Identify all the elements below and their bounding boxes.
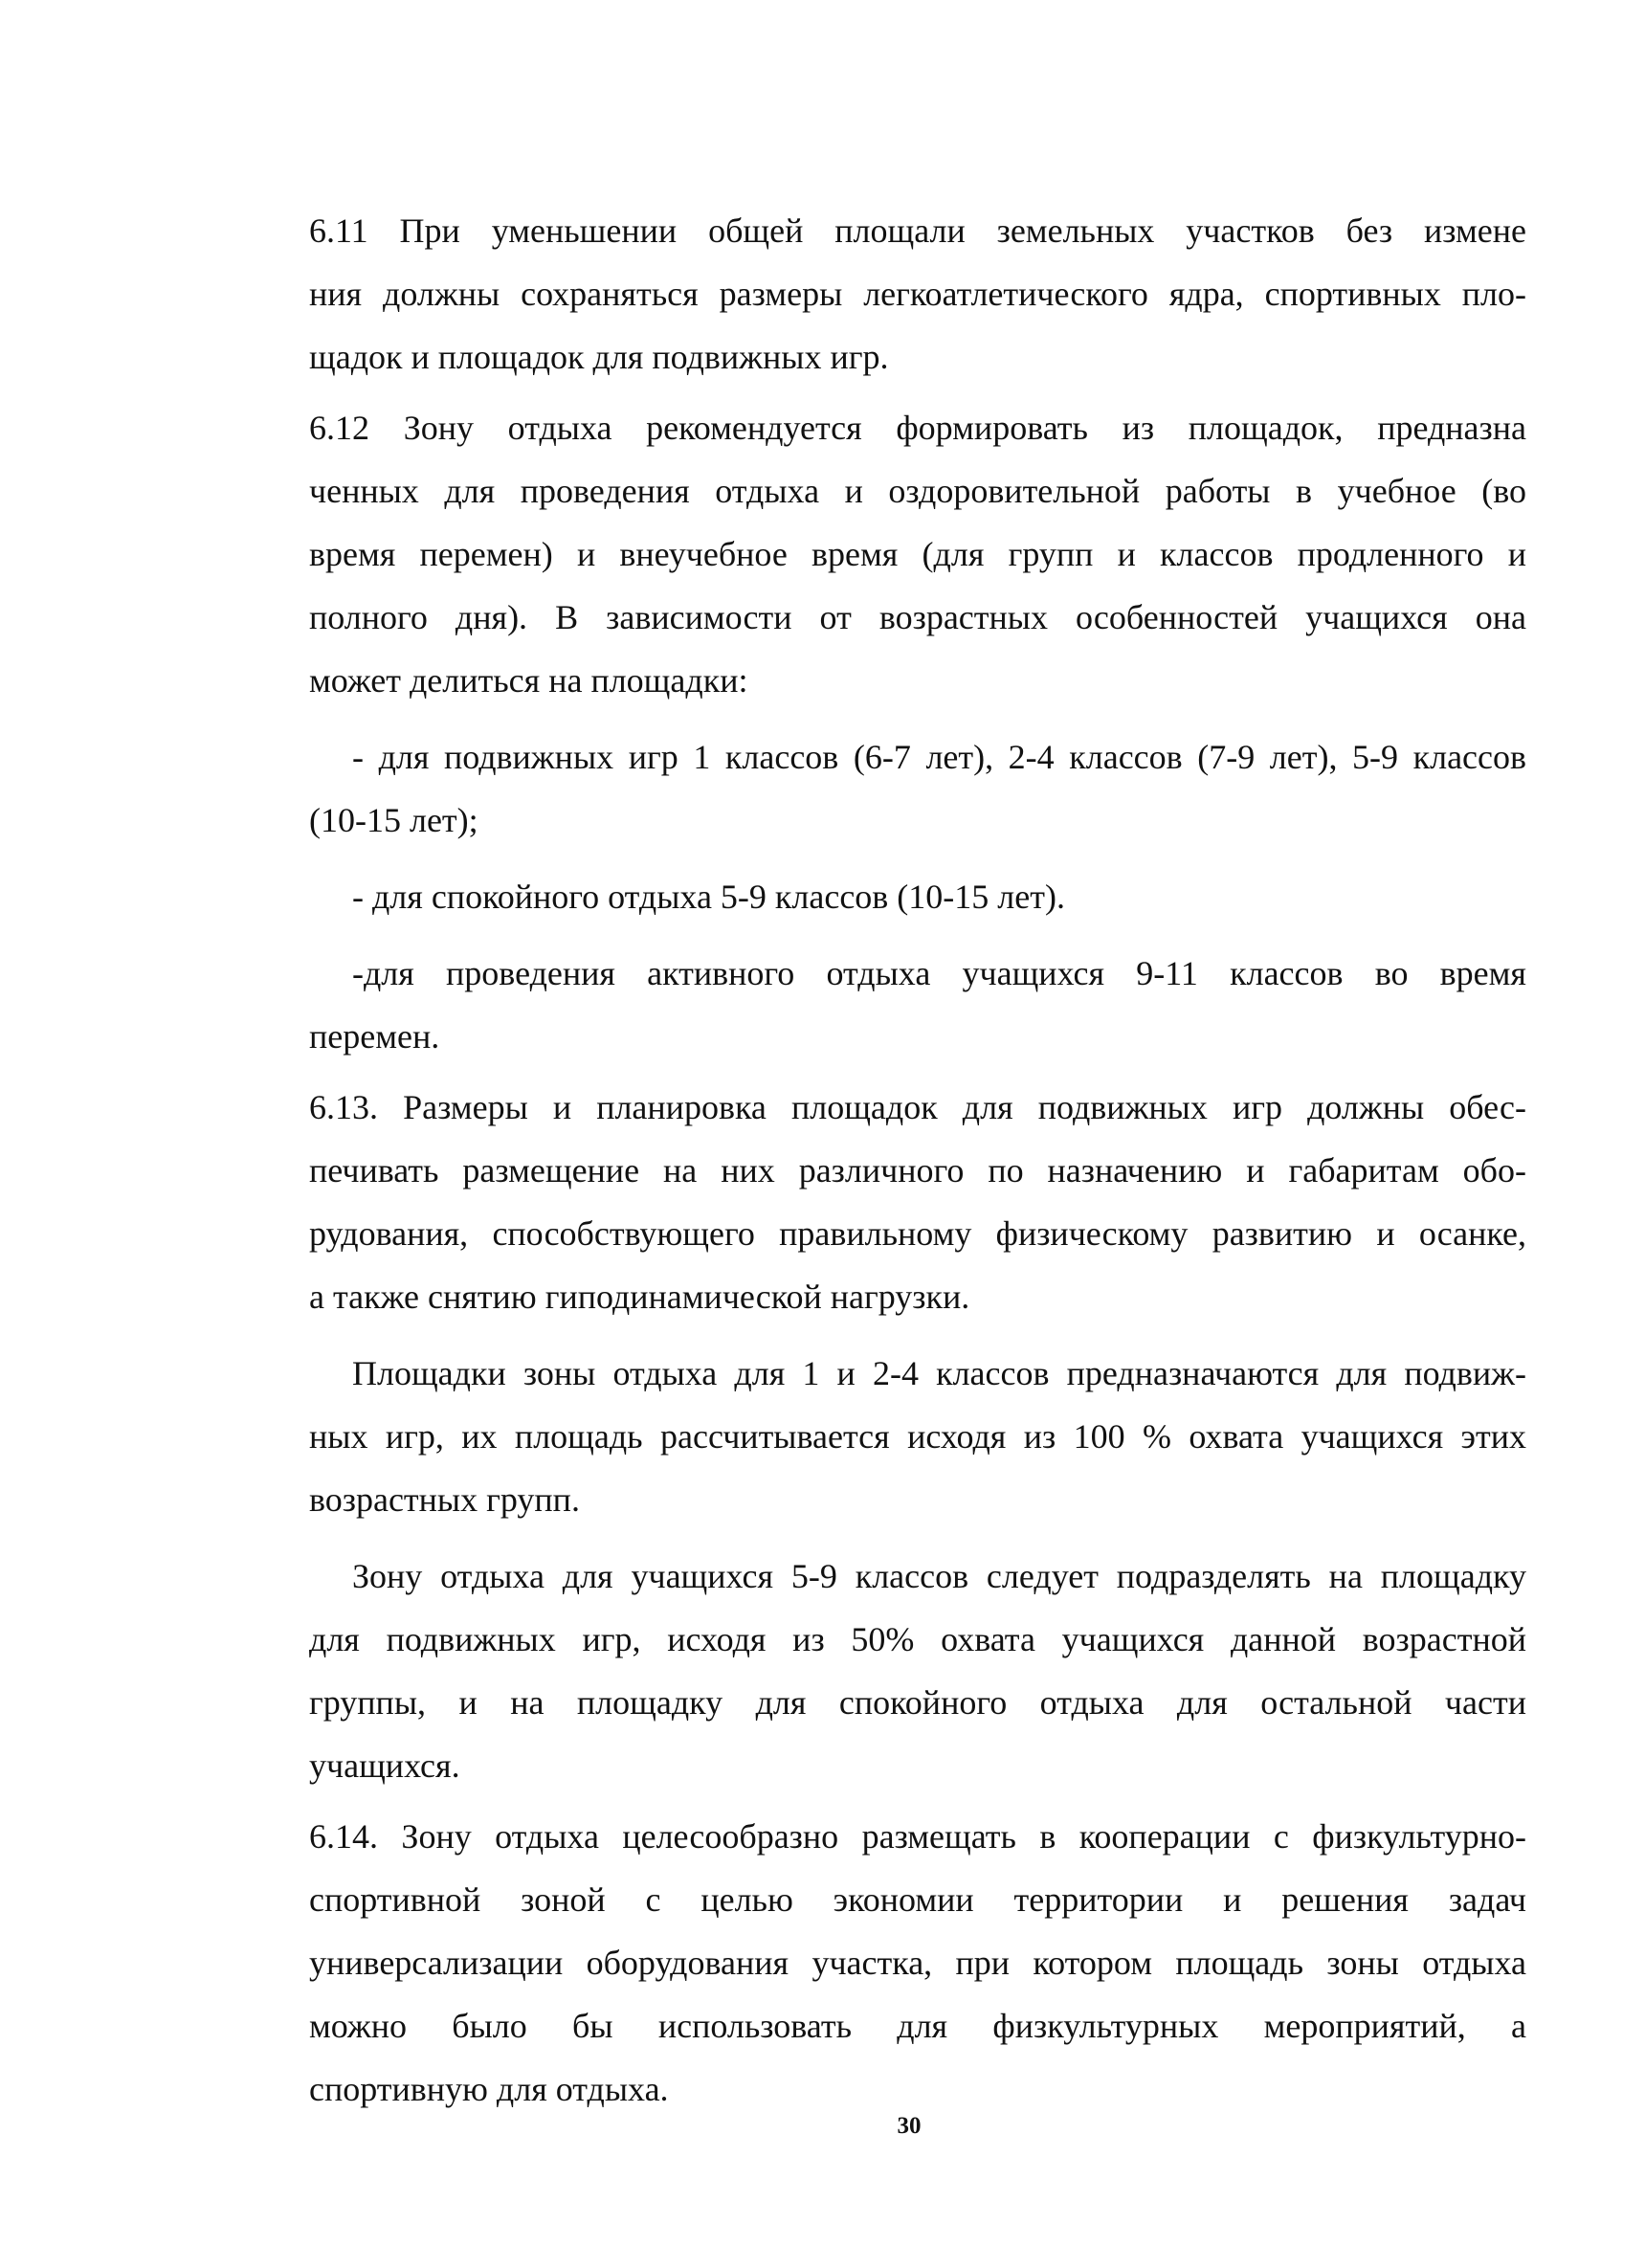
text-line — [309, 1545, 1526, 1608]
text-line-content: универсализации оборудования участка, при котором площадь зоны отдыха — [309, 1944, 1526, 1982]
text-line-content: учащихся. — [309, 1746, 460, 1785]
text-line — [309, 1805, 1526, 1868]
text-line — [309, 523, 1526, 586]
text-line — [309, 325, 1526, 389]
text-line-content: щадок и площадок для подвижных игр. — [309, 338, 889, 376]
paragraph-gap — [309, 712, 1526, 725]
text-line — [309, 1265, 1526, 1328]
list-item-quiet-rest — [309, 865, 1526, 928]
text-line-content: возрастных групп. — [309, 1480, 580, 1519]
text-line-content: 6.11 При уменьшении общей площали земельных участков без измене — [309, 211, 1526, 250]
text-line-content: может делиться на площадки: — [309, 661, 748, 700]
paragraph-zones-grades-5-9 — [309, 1545, 1526, 1797]
text-line — [309, 586, 1526, 649]
paragraph-6-12 — [309, 396, 1526, 712]
paragraph-gap — [309, 1531, 1526, 1545]
paragraph-gap — [309, 928, 1526, 942]
paragraph-6-13 — [309, 1076, 1526, 1328]
text-line-content: перемен. — [309, 1017, 440, 1056]
text-line — [309, 649, 1526, 712]
text-line-content: спортивную для отдыха. — [309, 2070, 669, 2108]
text-line — [309, 1076, 1526, 1139]
text-line-content: - для спокойного отдыха 5-9 классов (10-15 лет). — [352, 878, 1065, 916]
text-line-content: а также снятию гиподинамической нагрузки. — [309, 1278, 970, 1316]
text-line — [309, 942, 1526, 1005]
text-line-content: ния должны сохраняться размеры легкоатлетического ядра, спортивных пло- — [309, 275, 1526, 313]
paragraph-zones-grades-1-4 — [309, 1342, 1526, 1531]
text-line-content: время перемен) и внеучебное время (для групп и классов продленного и — [309, 535, 1526, 573]
text-line-content: 6.13. Размеры и планировка площадок для подвижных игр должны обес- — [309, 1088, 1526, 1126]
text-line — [309, 1202, 1526, 1265]
text-line — [309, 1734, 1526, 1797]
paragraph-gap — [309, 1068, 1526, 1076]
text-line — [309, 2057, 1526, 2121]
text-line — [309, 1139, 1526, 1202]
text-line — [309, 1468, 1526, 1531]
text-line-content: спортивной зоной с целью экономии территории и решения задач — [309, 1880, 1526, 1919]
paragraph-6-11 — [309, 199, 1526, 389]
text-line-content: рудования, способствующего правильному физическому развитию и осанке, — [309, 1214, 1526, 1253]
paragraph-gap — [309, 389, 1526, 396]
text-line — [309, 725, 1526, 789]
text-line — [309, 1342, 1526, 1405]
text-line — [309, 1931, 1526, 1994]
text-line — [309, 1671, 1526, 1734]
text-line — [309, 1994, 1526, 2057]
text-line-content: Площадки зоны отдыха для 1 и 2-4 классов предназначаются для подвиж- — [352, 1354, 1526, 1392]
text-line-content: группы, и на площадку для спокойного отдыха для остальной части — [309, 1683, 1526, 1722]
text-line-content: - для подвижных игр 1 классов (6-7 лет), 2-4 классов (7-9 лет), 5-9 классов — [352, 738, 1526, 776]
text-line — [309, 1405, 1526, 1468]
document-body — [309, 199, 1526, 2121]
text-line — [309, 199, 1526, 262]
text-line-content: можно было бы использовать для физкультурных мероприятий, а — [309, 2007, 1526, 2045]
paragraph-gap — [309, 1328, 1526, 1342]
text-line-content: ных игр, их площадь рассчитывается исходя из 100 % охвата учащихся этих — [309, 1417, 1526, 1456]
text-line-content: для подвижных игр, исходя из 50% охвата учащихся данной возрастной — [309, 1620, 1526, 1658]
paragraph-gap — [309, 1797, 1526, 1805]
text-line — [309, 865, 1526, 928]
text-line — [309, 396, 1526, 459]
text-line — [309, 1608, 1526, 1671]
paragraph-gap — [309, 852, 1526, 865]
list-item-active-rest — [309, 942, 1526, 1068]
text-line — [309, 1005, 1526, 1068]
text-line-content: 6.12 Зону отдыха рекомендуется формировать из площадок, предназна — [309, 409, 1526, 447]
text-line — [309, 262, 1526, 325]
text-line-content: полного дня). В зависимости от возрастных особенностей учащихся она — [309, 598, 1526, 636]
text-line-content: ченных для проведения отдыха и оздоровительной работы в учебное (во — [309, 472, 1526, 510]
paragraph-6-14 — [309, 1805, 1526, 2121]
list-item-outdoor-games — [309, 725, 1526, 852]
page-number: 30 — [897, 2113, 922, 2139]
text-line-content: -для проведения активного отдыха учащихся 9-11 классов во время — [352, 954, 1526, 992]
text-line — [309, 1868, 1526, 1931]
text-line — [309, 789, 1526, 852]
text-line — [309, 459, 1526, 523]
text-line-content: 6.14. Зону отдыха целесообразно размещать в кооперации с физкультурно- — [309, 1817, 1526, 1856]
text-line-content: печивать размещение на них различного по назначению и габаритам обо- — [309, 1151, 1526, 1190]
text-line-content: (10-15 лет); — [309, 801, 478, 839]
text-line-content: Зону отдыха для учащихся 5-9 классов следует подразделять на площадку — [352, 1557, 1526, 1595]
